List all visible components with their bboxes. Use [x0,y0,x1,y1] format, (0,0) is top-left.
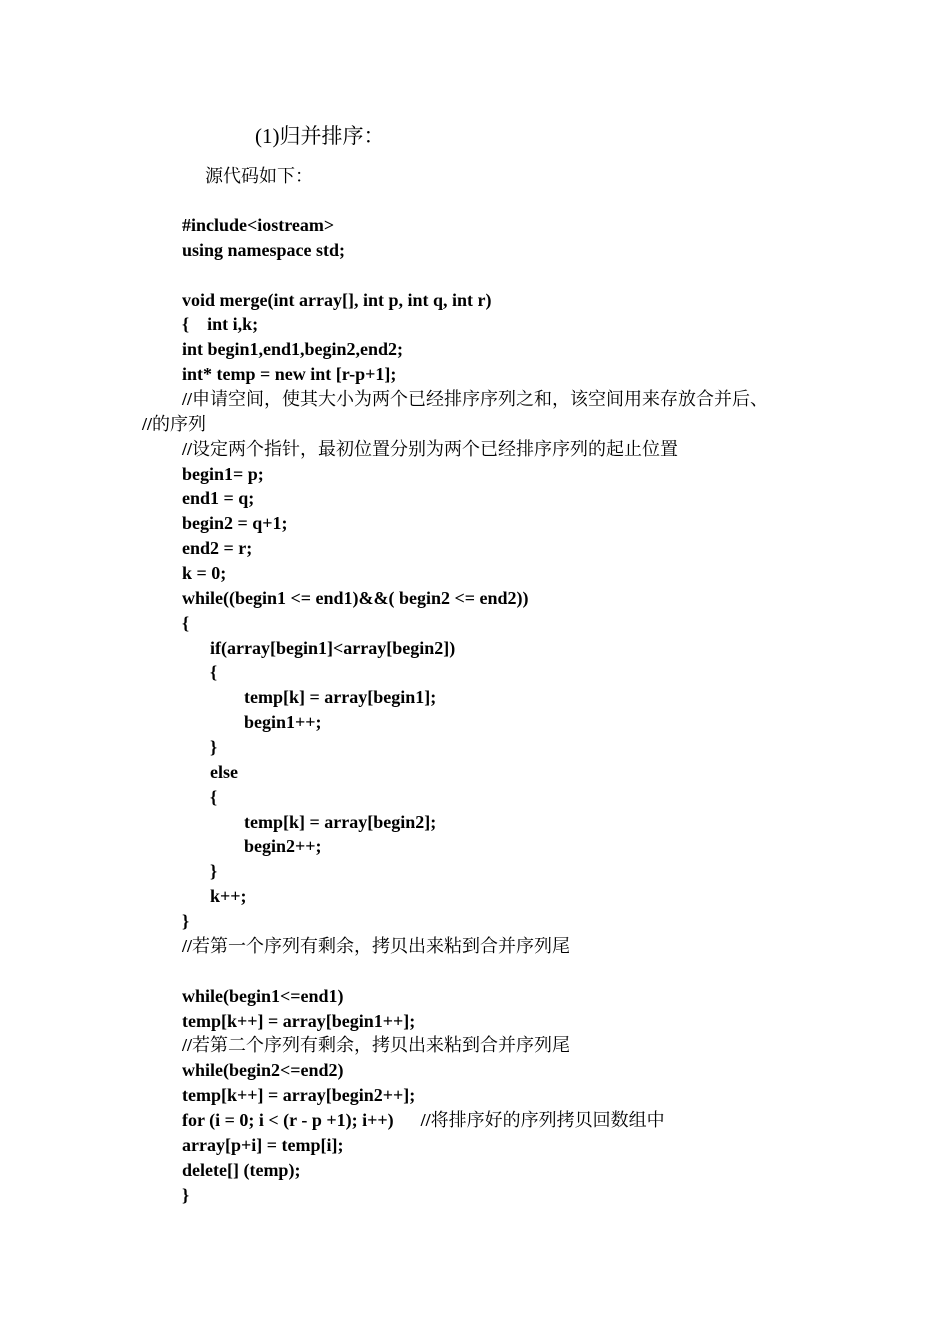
code-line: temp[k] = array[begin1]; [244,687,437,708]
comment-slashes: // [182,438,193,459]
code-line: while(begin2<=end2) [182,1060,344,1081]
code-line: end2 = r; [182,538,253,559]
code-line: temp[k] = array[begin2]; [244,811,437,832]
for-statement: for (i = 0; i < (r - p +1); i++) [182,1109,421,1130]
code-line: temp[k++] = array[begin2++]; [182,1085,416,1106]
code-line: } [210,861,218,882]
code-comment-line [142,412,922,437]
code-line: int* temp = new int [r-p+1]; [182,364,397,385]
comment-text: 申请空间，使其大小为两个已经排序序列之和，该空间用来存放合并后、 [192,389,769,410]
comment-slashes: // [182,1035,193,1056]
code-comment-line [182,437,922,462]
inline-comment [421,1110,665,1130]
comment-slashes: // [420,1109,431,1130]
comment-slashes: // [142,413,153,434]
code-line: { int i,k; [182,314,259,335]
code-comment-line [182,1033,922,1058]
code-line: while((begin1 <= end1)&&( begin2 <= end2)) [182,587,529,608]
code-line: temp[k++] = array[begin1++]; [182,1010,416,1031]
comment-text: 设定两个指针，最初位置分别为两个已经排序序列的起止位置 [192,438,679,459]
comment-text: 将排序好的序列拷贝回数组中 [430,1109,665,1130]
code-line [182,1108,922,1133]
comment-text: 的序列 [152,413,207,434]
comment-slashes: // [182,935,193,956]
code-line: } [182,1184,190,1205]
code-line: { [210,786,218,807]
code-line: begin1++; [244,712,322,733]
code-block [142,213,922,1207]
code-line: end1 = q; [182,488,255,509]
code-line: while(begin1<=end1) [182,985,344,1006]
code-line: else [210,761,238,782]
code-line: } [182,911,190,932]
code-line: } [210,737,218,758]
code-line: begin2 = q+1; [182,513,288,534]
comment-text: 若第一个序列有剩余，拷贝出来粘到合并序列尾 [192,935,571,956]
code-line: int begin1,end1,begin2,end2; [182,339,404,360]
code-line: k++; [210,886,247,907]
code-line: begin2++; [244,836,322,857]
code-line: array[p+i] = temp[i]; [182,1134,344,1155]
code-comment-line [182,934,922,959]
blank-line [182,959,922,984]
code-line: k = 0; [182,563,227,584]
code-line: begin1= p; [182,463,264,484]
intro-text: 源代码如下： [205,166,313,186]
code-line: if(array[begin1]<array[begin2]) [210,637,456,658]
code-comment-line [182,387,922,412]
section-heading: (1)归并排序： [255,124,385,148]
code-line: #include<iostream> [182,215,335,235]
code-line: using namespace std; [182,239,346,260]
code-line: delete[] (temp); [182,1159,301,1180]
code-line: { [182,612,190,633]
code-line: void merge(int array[], int p, int q, int r) [182,289,492,310]
blank-line [182,263,922,288]
comment-text: 若第二个序列有剩余，拷贝出来粘到合并序列尾 [192,1035,571,1056]
comment-slashes: // [182,389,193,410]
code-line: { [210,662,218,683]
